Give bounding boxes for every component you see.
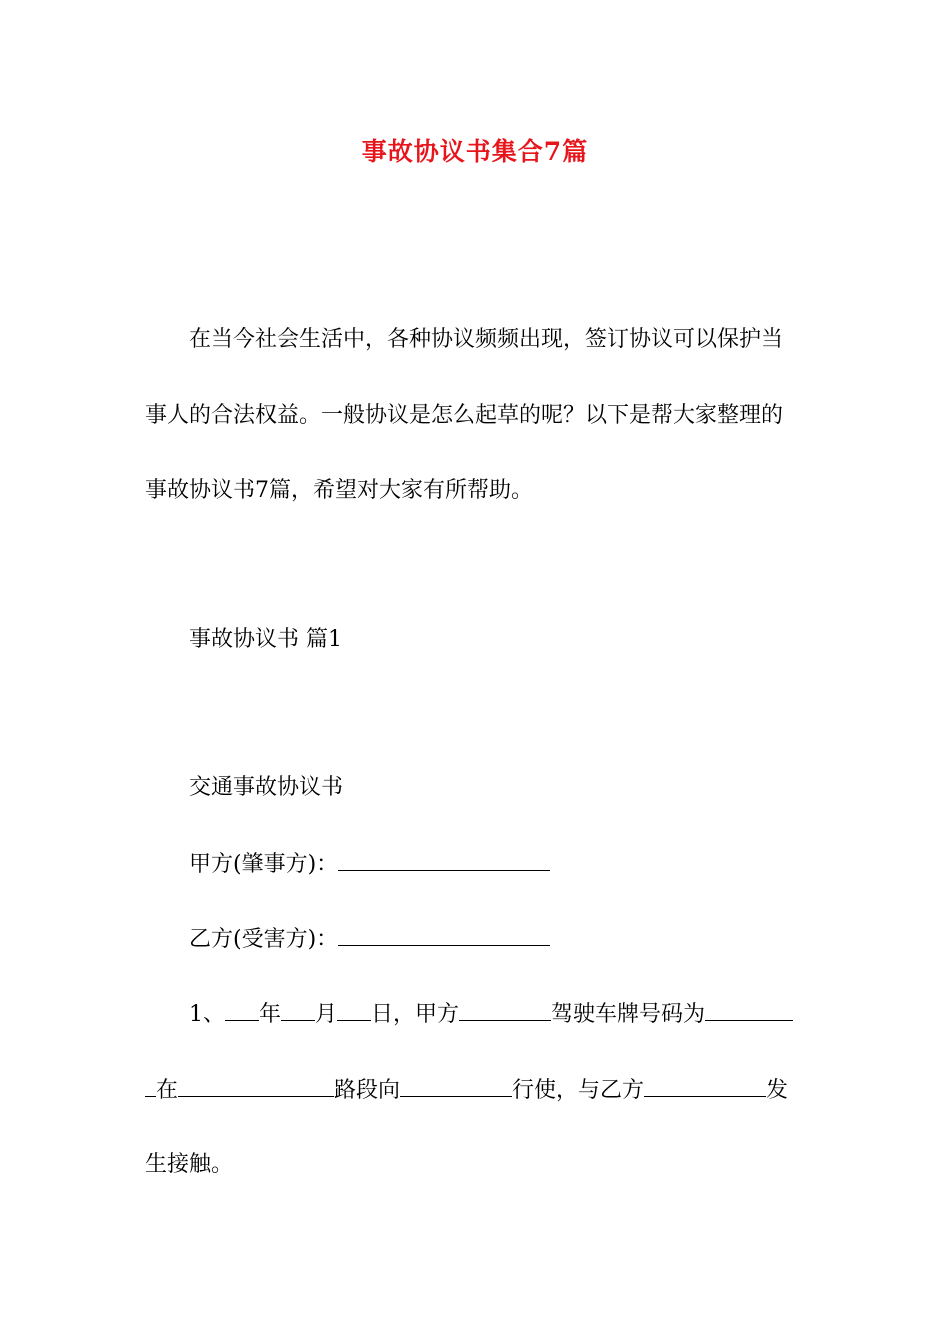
day-text: 日，甲方 (371, 1002, 460, 1027)
party-b-line (189, 923, 550, 955)
party-a-label: 甲方(肇事方)： (189, 852, 339, 877)
section-heading: 事故协议书 篇1 (189, 627, 342, 652)
party-b-vehicle-blank (644, 1074, 766, 1097)
party-a-blank (338, 848, 550, 871)
road-blank (178, 1074, 334, 1097)
fa-text: 发 (766, 1078, 789, 1103)
clause-1-line-1 (189, 998, 793, 1030)
intro-line-3: 事故协议书7篇，希望对大家有所帮助。 (145, 478, 533, 503)
party-b-blank (338, 923, 550, 946)
direction-blank (400, 1074, 512, 1097)
year-text: 年 (259, 1002, 282, 1027)
intro-line-2: 事人的合法权益。一般协议是怎么起草的呢？以下是帮大家整理的 (145, 403, 784, 428)
travel-text: 行使，与乙方 (512, 1078, 645, 1103)
month-text: 月 (315, 1002, 338, 1027)
at-text: 在 (156, 1078, 179, 1103)
plate-blank (705, 998, 793, 1021)
clause-number: 1、 (189, 1002, 225, 1027)
clause-1-line-3: 生接触。 (145, 1152, 234, 1177)
clause-1-line-2 (145, 1074, 788, 1106)
intro-line-1: 在当今社会生活中，各种协议频频出现，签订协议可以保护当 (189, 327, 784, 352)
agreement-title: 交通事故协议书 (189, 775, 344, 800)
driver-blank (459, 998, 551, 1021)
document-title: 事故协议书集合7篇 (361, 137, 589, 166)
month-blank (281, 998, 315, 1021)
day-blank (337, 998, 371, 1021)
plate-blank-cont (145, 1074, 156, 1097)
road-text: 路段向 (334, 1078, 401, 1103)
plate-text: 驾驶车牌号码为 (551, 1002, 706, 1027)
party-b-label: 乙方(受害方)： (189, 927, 339, 952)
party-a-line (189, 848, 550, 880)
year-blank (225, 998, 259, 1021)
